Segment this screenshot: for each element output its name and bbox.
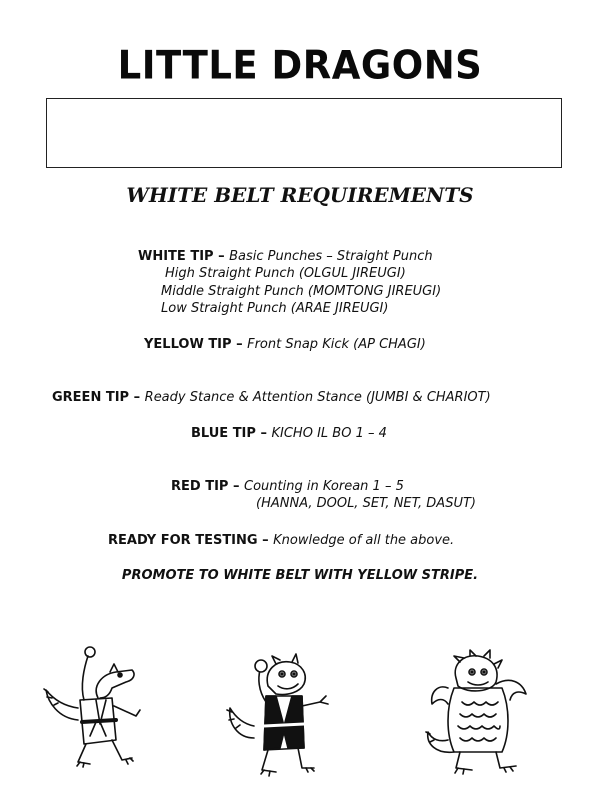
dash: – — [228, 479, 245, 494]
white-tip-line — [138, 249, 433, 264]
red-tip-text-1: Counting in Korean 1 – 5 — [244, 479, 404, 494]
yellow-tip-label: YELLOW TIP — [144, 337, 232, 352]
page-title: LITTLE DRAGONS — [117, 42, 483, 89]
ready-text: Knowledge of all the above. — [273, 533, 455, 548]
white-tip-text-3: Middle Straight Punch (MOMTONG JIREUGI) — [161, 284, 442, 299]
dragon-black-belt-icon — [218, 652, 336, 780]
dash: – — [213, 249, 230, 264]
red-tip-label: RED TIP — [171, 479, 229, 494]
dash: – — [129, 390, 145, 405]
blue-tip-label: BLUE TIP — [191, 426, 256, 441]
red-tip-text-2: (HANNA, DOOL, SET, NET, DASUT) — [256, 496, 476, 511]
green-tip-line — [52, 390, 491, 405]
requirements-heading: WHITE BELT REQUIREMENTS — [126, 183, 474, 207]
yellow-tip-text: Front Snap Kick (AP CHAGI) — [247, 337, 426, 352]
dragon-karate-icon — [40, 640, 150, 770]
dash: – — [231, 337, 248, 352]
name-box — [46, 98, 562, 168]
white-tip-text-2: High Straight Punch (OLGUL JIREUGI) — [165, 266, 406, 281]
white-tip-text-4: Low Straight Punch (ARAE JIREUGI) — [161, 301, 389, 316]
white-tip-label: WHITE TIP — [138, 249, 214, 264]
dash: – — [257, 533, 274, 548]
blue-tip-text: KICHO IL BO 1 – 4 — [271, 426, 387, 441]
ready-line — [108, 533, 454, 548]
green-tip-text: Ready Stance & Attention Stance (JUMBI & CHARIOT) — [144, 390, 491, 405]
red-tip-line — [171, 479, 404, 494]
green-tip-label: GREEN TIP — [52, 390, 130, 405]
dash: – — [255, 426, 272, 441]
yellow-tip-line — [144, 337, 426, 352]
ready-label: READY FOR TESTING — [108, 533, 258, 548]
blue-tip-line — [191, 426, 387, 441]
white-tip-text-1: Basic Punches – Straight Punch — [229, 249, 433, 264]
dragon-crouching-icon — [418, 648, 538, 780]
promote-text: PROMOTE TO WHITE BELT WITH YELLOW STRIPE. — [121, 568, 479, 583]
